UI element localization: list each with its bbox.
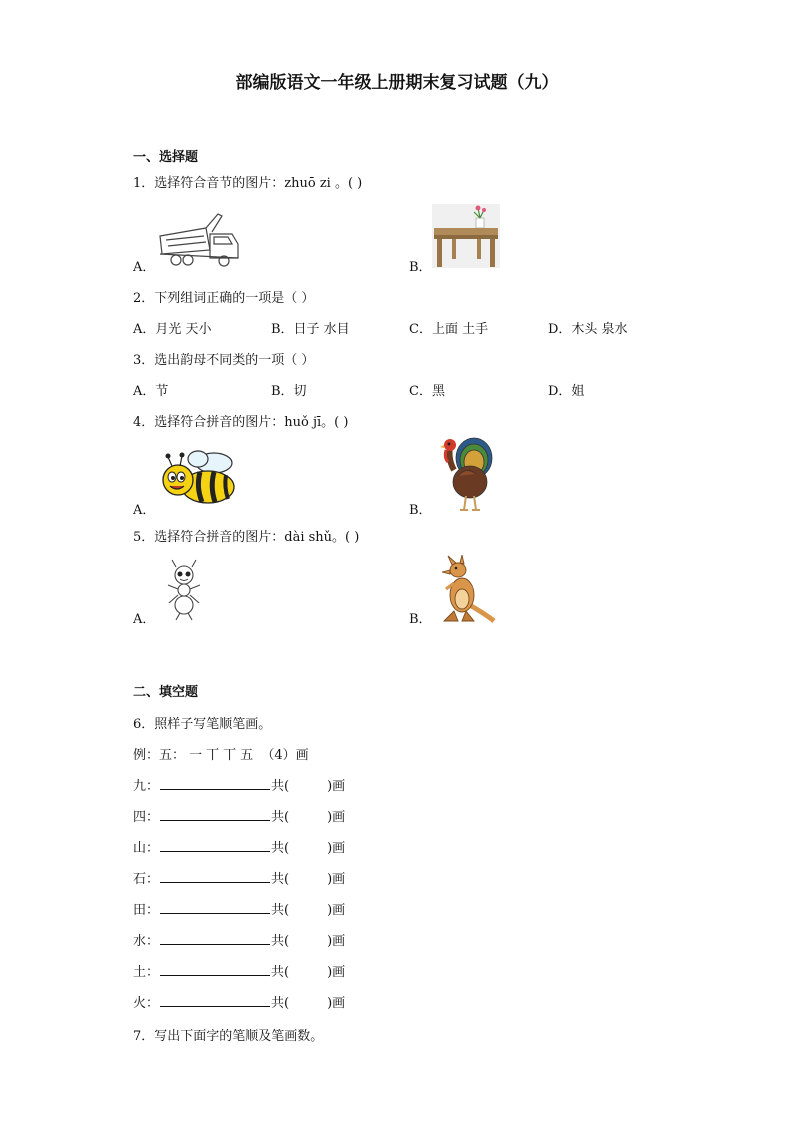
stroke-order-row bbox=[133, 899, 345, 918]
stroke-count-close: )画 bbox=[327, 996, 346, 1011]
stroke-order-row bbox=[133, 992, 345, 1011]
stroke-order-row bbox=[133, 806, 345, 825]
question-2-option-b[interactable]: B．日子 水目 bbox=[271, 322, 350, 337]
bee-image[interactable] bbox=[158, 447, 240, 507]
question-6-stem: 6．照样子写笔顺笔画。 bbox=[133, 717, 272, 732]
question-2-option-a[interactable]: A．月光 天小 bbox=[133, 322, 212, 337]
stroke-count-close: )画 bbox=[327, 779, 346, 794]
stroke-order-blank[interactable] bbox=[160, 903, 270, 914]
stroke-count-close: )画 bbox=[327, 810, 346, 825]
stroke-order-blank[interactable] bbox=[160, 779, 270, 790]
turkey-image[interactable] bbox=[436, 436, 494, 512]
question-3-stem: 3．选出韵母不同类的一项（ ） bbox=[133, 353, 315, 368]
stroke-count-open: 共( bbox=[271, 872, 290, 887]
stroke-order-blank[interactable] bbox=[160, 934, 270, 945]
stroke-order-blank[interactable] bbox=[160, 872, 270, 883]
question-2-option-d[interactable]: D．木头 泉水 bbox=[548, 322, 628, 337]
stroke-order-row bbox=[133, 868, 345, 887]
question-3-option-d[interactable]: D．姐 bbox=[548, 384, 585, 399]
stroke-order-blank[interactable] bbox=[160, 810, 270, 821]
stroke-order-char: 水： bbox=[133, 934, 160, 949]
question-3-option-b[interactable]: B．切 bbox=[271, 384, 307, 399]
table-image[interactable] bbox=[432, 204, 500, 268]
example-prefix: 例：五： bbox=[133, 748, 186, 763]
stroke-order-blank[interactable] bbox=[160, 841, 270, 852]
stroke-order-char: 田： bbox=[133, 903, 160, 918]
question-1-stem: 1．选择符合音节的图片：zhuō zi 。( ) bbox=[133, 176, 363, 191]
stroke-count-open: 共( bbox=[271, 996, 290, 1011]
stroke-order-char: 石： bbox=[133, 872, 160, 887]
stroke-count-close: )画 bbox=[327, 841, 346, 856]
stroke-order-char: 山： bbox=[133, 841, 160, 856]
kangaroo-image[interactable] bbox=[432, 555, 496, 623]
question-1-option-a-label[interactable]: A． bbox=[133, 260, 156, 275]
stroke-order-row bbox=[133, 837, 345, 856]
ant-image[interactable] bbox=[164, 559, 206, 621]
stroke-count-open: 共( bbox=[271, 903, 290, 918]
stroke-count-open: 共( bbox=[271, 965, 290, 980]
question-5-stem: 5．选择符合拼音的图片：dài shǔ。( ) bbox=[133, 530, 360, 545]
dump-truck-image[interactable] bbox=[156, 206, 242, 268]
stroke-order-row bbox=[133, 961, 345, 980]
stroke-order-char: 火： bbox=[133, 996, 160, 1011]
stroke-order-char: 九： bbox=[133, 779, 160, 794]
question-1-option-b-label[interactable]: B． bbox=[409, 260, 432, 275]
stroke-count-open: 共( bbox=[271, 810, 290, 825]
question-6-example bbox=[133, 744, 309, 763]
question-4-stem: 4．选择符合拼音的图片：huǒ jī。( ) bbox=[133, 415, 349, 430]
question-2-option-c[interactable]: C．上面 土手 bbox=[409, 322, 489, 337]
page-title: 部编版语文一年级上册期末复习试题（九） bbox=[235, 73, 559, 93]
example-strokes: 一丅丅五 bbox=[189, 748, 258, 763]
stroke-count-open: 共( bbox=[271, 779, 290, 794]
question-3-option-a[interactable]: A．节 bbox=[133, 384, 169, 399]
stroke-count-close: )画 bbox=[327, 903, 346, 918]
stroke-order-blank[interactable] bbox=[160, 965, 270, 976]
question-3-option-c[interactable]: C．黑 bbox=[409, 384, 445, 399]
stroke-order-row bbox=[133, 930, 345, 949]
question-4-option-b-label[interactable]: B． bbox=[409, 503, 432, 518]
section-heading-fill-in: 二、填空题 bbox=[133, 685, 199, 700]
stroke-count-open: 共( bbox=[271, 841, 290, 856]
section-heading-choice: 一、选择题 bbox=[133, 150, 199, 165]
stroke-count-open: 共( bbox=[271, 934, 290, 949]
stroke-count-close: )画 bbox=[327, 965, 346, 980]
stroke-count-close: )画 bbox=[327, 872, 346, 887]
example-suffix: （4）画 bbox=[261, 748, 309, 763]
stroke-order-blank[interactable] bbox=[160, 996, 270, 1007]
stroke-count-close: )画 bbox=[327, 934, 346, 949]
question-7-stem: 7．写出下面字的笔顺及笔画数。 bbox=[133, 1029, 324, 1044]
question-5-option-a-label[interactable]: A． bbox=[133, 612, 156, 627]
question-2-stem: 2．下列组词正确的一项是（ ） bbox=[133, 291, 315, 306]
stroke-order-char: 四： bbox=[133, 810, 160, 825]
stroke-order-char: 土： bbox=[133, 965, 160, 980]
question-5-option-b-label[interactable]: B． bbox=[409, 612, 432, 627]
stroke-order-row bbox=[133, 775, 345, 794]
question-4-option-a-label[interactable]: A． bbox=[133, 503, 156, 518]
